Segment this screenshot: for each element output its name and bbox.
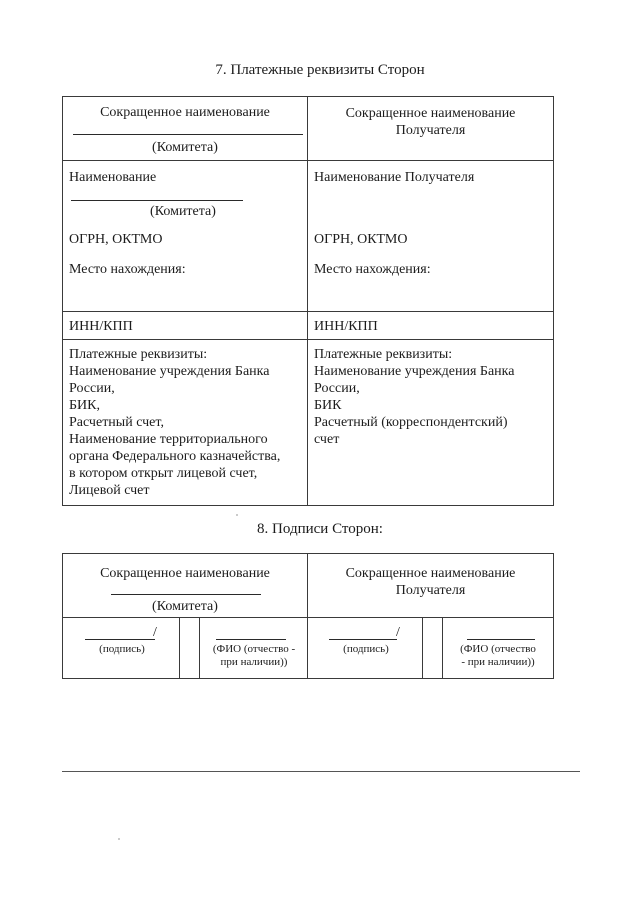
- payment-line: Наименование учреждения Банка: [69, 364, 270, 379]
- recipient-payment-details: [314, 346, 514, 448]
- committee-address-label: Место нахождения:: [69, 262, 186, 277]
- row-divider: [63, 311, 553, 312]
- recipient-signature-line[interactable]: [329, 639, 397, 640]
- committee-sign-name-line: [111, 594, 261, 595]
- payment-line: Платежные реквизиты:: [69, 347, 208, 362]
- committee-fio-line[interactable]: [216, 639, 286, 640]
- committee-inn-label: ИНН/КПП: [69, 319, 133, 334]
- recipient-sign-header-2: Получателя: [395, 583, 466, 598]
- row-divider: [63, 617, 553, 618]
- recipient-fio-label: [444, 643, 552, 669]
- signature-cell-divider: [422, 617, 423, 678]
- committee-ogrn-label: ОГРН, ОКТМО: [69, 232, 163, 247]
- payment-line: счет: [314, 432, 340, 447]
- committee-payment-details: [69, 346, 280, 499]
- payment-line: Платежные реквизиты:: [314, 347, 453, 362]
- scan-speck: [118, 838, 120, 840]
- payment-line: в котором открыт лицевой счет,: [69, 466, 258, 481]
- committee-fio-label: [201, 643, 307, 669]
- payment-details-table: [62, 96, 554, 506]
- recipient-name-label: Наименование Получателя: [314, 170, 475, 185]
- recipient-short-name-label: Сокращенное наименование: [345, 106, 516, 121]
- committee-signature-label: (подпись): [99, 643, 145, 655]
- recipient-inn-label: ИНН/КПП: [314, 319, 378, 334]
- scan-speck: [236, 514, 238, 516]
- recipient-sign-header: Сокращенное наименование: [345, 566, 516, 581]
- committee-name-line: [71, 200, 243, 201]
- committee-sign-header-sub: (Комитета): [152, 599, 218, 614]
- payment-line: России,: [314, 381, 360, 396]
- signatures-table: [62, 553, 554, 679]
- fio-label-line: - при наличии)): [461, 656, 535, 668]
- payment-line: Наименование территориального: [69, 432, 268, 447]
- fio-label-line: (ФИО (отчество: [460, 643, 536, 655]
- section-7-title: 7. Платежные реквизиты Сторон: [215, 62, 425, 78]
- committee-signature-line[interactable]: [85, 639, 155, 640]
- payment-line: Лицевой счет: [69, 483, 150, 498]
- payment-line: органа Федерального казначейства,: [69, 449, 281, 464]
- column-divider: [307, 97, 308, 505]
- committee-sign-header: Сокращенное наименование: [100, 566, 270, 581]
- payment-line: БИК: [314, 398, 342, 413]
- recipient-address-label: Место нахождения:: [314, 262, 431, 277]
- recipient-ogrn-label: ОГРН, ОКТМО: [314, 232, 408, 247]
- recipient-short-name-label-2: Получателя: [395, 123, 466, 138]
- recipient-signature-label: (подпись): [343, 643, 389, 655]
- row-divider: [63, 160, 553, 161]
- footer-separator: [62, 771, 580, 772]
- signature-cell-divider: [179, 617, 180, 678]
- committee-short-name-line: [73, 134, 303, 135]
- row-divider: [63, 339, 553, 340]
- committee-name-label: Наименование: [69, 170, 157, 185]
- recipient-signature-slash: /: [396, 625, 400, 640]
- fio-label-line: (ФИО (отчество -: [212, 643, 296, 655]
- committee-name-sub: (Комитета): [150, 204, 216, 219]
- signature-cell-divider: [442, 617, 443, 678]
- payment-line: Наименование учреждения Банка: [314, 364, 515, 379]
- payment-line: БИК,: [69, 398, 100, 413]
- payment-line: России,: [69, 381, 115, 396]
- payment-line: Расчетный счет,: [69, 415, 164, 430]
- committee-short-name-label: Сокращенное наименование: [100, 105, 270, 120]
- signature-cell-divider: [199, 617, 200, 678]
- payment-line: Расчетный (корреспондентский): [314, 415, 508, 430]
- committee-short-name-sub: (Комитета): [152, 140, 218, 155]
- fio-label-line: при наличии)): [220, 656, 288, 668]
- recipient-fio-line[interactable]: [467, 639, 535, 640]
- committee-signature-slash: /: [153, 625, 157, 640]
- section-8-title: 8. Подписи Сторон:: [257, 521, 383, 537]
